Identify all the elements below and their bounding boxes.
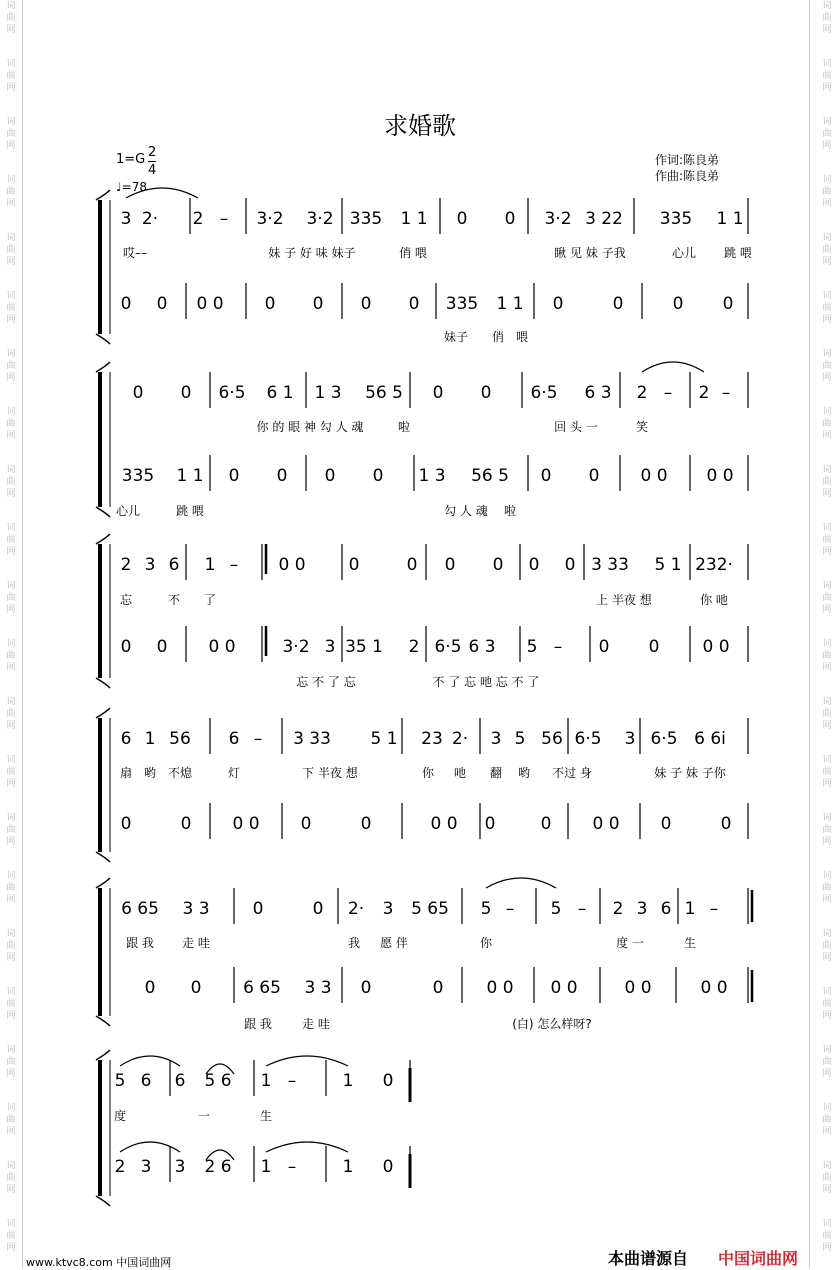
note-bottom: 0 bbox=[276, 466, 288, 486]
note-top: 0 bbox=[252, 899, 264, 919]
watermark-text: 词 曲 网 bbox=[6, 871, 16, 905]
note-bottom: 2 bbox=[114, 1157, 126, 1177]
note-top: 0 bbox=[382, 1071, 394, 1091]
note-bottom: 335 bbox=[445, 294, 479, 314]
watermark-text: 词 曲 网 bbox=[6, 59, 16, 93]
note-top: 1 1 bbox=[716, 209, 744, 229]
note-bottom: 0 bbox=[660, 814, 672, 834]
system-bracket-top-hook bbox=[96, 708, 110, 718]
note-bottom: 0 bbox=[588, 466, 600, 486]
note-top: 3 33 bbox=[293, 729, 331, 749]
note-top: 6 bbox=[140, 1071, 152, 1091]
note-top: 3·2 bbox=[256, 209, 284, 229]
note-bottom: 1 bbox=[342, 1157, 354, 1177]
note-bottom: 0 bbox=[228, 466, 240, 486]
tie-arc bbox=[120, 1056, 180, 1066]
watermark-text: 词 曲 网 bbox=[6, 1219, 16, 1253]
lyric-bottom: 忘 不 了 忘 bbox=[296, 675, 356, 689]
note-top: 335 bbox=[349, 209, 383, 229]
note-bottom: 0 bbox=[120, 637, 132, 657]
note-bottom: 0 bbox=[324, 466, 336, 486]
note-bottom: 0 bbox=[720, 814, 732, 834]
note-bottom: 0 bbox=[264, 294, 276, 314]
quarter-note-icon: ♩ bbox=[116, 180, 122, 194]
system-bracket-bottom-hook bbox=[96, 852, 110, 862]
lyric-bottom: 俏 bbox=[491, 330, 505, 344]
watermark-text: 词 曲 网 bbox=[6, 813, 16, 847]
composer: 作曲:陈良弟 bbox=[655, 169, 720, 183]
note-bottom: 1 bbox=[260, 1157, 272, 1177]
note-top: 0 bbox=[406, 555, 418, 575]
note-top: 5 bbox=[480, 899, 492, 919]
lyric-bottom: 心儿 bbox=[115, 504, 141, 518]
note-top: 335 bbox=[659, 209, 693, 229]
watermark-text: 词 曲 网 bbox=[822, 233, 832, 267]
lyric-top: 了 bbox=[203, 593, 217, 607]
lyric-top: 不熄 bbox=[167, 766, 193, 780]
lyric-top: 愿 伴 bbox=[380, 936, 408, 950]
note-bottom: 2 6 bbox=[204, 1157, 232, 1177]
watermark-text: 词 曲 网 bbox=[822, 697, 832, 731]
note-bottom: 0 bbox=[552, 294, 564, 314]
note-bottom: 0 0 bbox=[550, 978, 578, 998]
system-bracket-bottom-hook bbox=[96, 1016, 110, 1026]
note-bottom: 3 bbox=[324, 637, 336, 657]
lyric-top: 忘 bbox=[119, 593, 133, 607]
note-bottom: 0 bbox=[484, 814, 496, 834]
note-bottom: 0 bbox=[190, 978, 202, 998]
lyric-top: 妹 子 妹 子你 bbox=[654, 766, 726, 780]
note-bottom: 0 bbox=[180, 814, 192, 834]
tie-arc bbox=[266, 1056, 348, 1066]
lyric-top: 你 吔 bbox=[700, 593, 728, 607]
note-bottom: 6 65 bbox=[243, 978, 281, 998]
note-bottom: 0 bbox=[300, 814, 312, 834]
lyric-top: 你 bbox=[479, 936, 493, 950]
note-bottom: 0 bbox=[540, 814, 552, 834]
lyric-top: 哟 bbox=[143, 766, 157, 780]
note-top: 0 bbox=[312, 899, 324, 919]
note-bottom: 3·2 bbox=[282, 637, 310, 657]
system-bracket-top-hook bbox=[96, 190, 110, 200]
note-bottom: 0 bbox=[372, 466, 384, 486]
lyric-top: 心儿 bbox=[671, 246, 697, 260]
watermark-text: 词 曲 网 bbox=[822, 1161, 832, 1195]
system-bracket-top-hook bbox=[96, 1050, 110, 1060]
lyric-top: 生 bbox=[259, 1109, 273, 1123]
tie-arc bbox=[642, 362, 704, 372]
note-top: 0 bbox=[480, 383, 492, 403]
note-top: 0 bbox=[432, 383, 444, 403]
tie-arc bbox=[126, 188, 198, 198]
watermark-text: 词 曲 网 bbox=[822, 349, 832, 383]
note-bottom: 0 0 bbox=[702, 637, 730, 657]
note-top: 6 bbox=[660, 899, 672, 919]
note-top: 3 3 bbox=[182, 899, 210, 919]
note-bottom: 0 bbox=[120, 814, 132, 834]
note-bottom: 0 bbox=[648, 637, 660, 657]
watermark-text: 词 曲 网 bbox=[822, 1, 832, 35]
note-top: 3 bbox=[636, 899, 648, 919]
watermark-text: 词 曲 网 bbox=[822, 465, 832, 499]
note-top: 6·5 bbox=[218, 383, 246, 403]
note-top: 6 6i bbox=[694, 729, 726, 749]
note-top: 1 bbox=[260, 1071, 272, 1091]
lyric-top: 哟 bbox=[517, 766, 531, 780]
lyric-top: 扇 bbox=[119, 766, 133, 780]
lyric-bottom: 喂 bbox=[515, 330, 529, 344]
note-top: 0 bbox=[564, 555, 576, 575]
note-top: – bbox=[505, 899, 515, 919]
note-top: 0 bbox=[504, 209, 516, 229]
note-bottom: 0 0 bbox=[592, 814, 620, 834]
watermark-text: 词 曲 网 bbox=[6, 523, 16, 557]
tie-arc bbox=[120, 1142, 180, 1152]
note-top: 5 65 bbox=[411, 899, 449, 919]
song-title: 求婚歌 bbox=[384, 112, 456, 140]
watermark-text: 词 曲 网 bbox=[6, 697, 16, 731]
note-bottom: 35 1 bbox=[345, 637, 383, 657]
watermark-text: 词 曲 网 bbox=[822, 117, 832, 151]
note-top: 6·5 bbox=[530, 383, 558, 403]
lyric-top: 跳 喂 bbox=[724, 246, 752, 260]
note-top: 6·5 bbox=[574, 729, 602, 749]
note-bottom: 1 3 bbox=[418, 466, 446, 486]
note-top: – bbox=[577, 899, 587, 919]
watermark-text: 词 曲 网 bbox=[822, 987, 832, 1021]
watermark-text: 词 曲 网 bbox=[6, 465, 16, 499]
watermark-text: 词 曲 网 bbox=[822, 1219, 832, 1253]
lyric-bottom: 妹子 bbox=[443, 330, 469, 344]
lyric-top: 回 头 一 bbox=[554, 420, 598, 434]
note-top: 56 5 bbox=[365, 383, 403, 403]
lyric-top: 灯 bbox=[227, 766, 241, 780]
note-top: 3·2 bbox=[544, 209, 572, 229]
watermark-text: 词 曲 网 bbox=[6, 117, 16, 151]
note-bottom: 6 3 bbox=[468, 637, 496, 657]
time-signature-denominator: 4 bbox=[148, 163, 157, 178]
lyric-top: 俏 喂 bbox=[399, 246, 427, 260]
watermark-text: 词 曲 网 bbox=[822, 813, 832, 847]
watermark-text: 词 曲 网 bbox=[6, 233, 16, 267]
watermark-text: 词 曲 网 bbox=[6, 291, 16, 325]
note-bottom: 0 0 bbox=[700, 978, 728, 998]
watermark-text: 词 曲 网 bbox=[822, 291, 832, 325]
note-bottom: 3 bbox=[174, 1157, 186, 1177]
note-top: 2 bbox=[612, 899, 624, 919]
note-bottom: 0 bbox=[432, 978, 444, 998]
note-bottom: 2 bbox=[408, 637, 420, 657]
footer-source-label: 本曲谱源自 bbox=[608, 1249, 689, 1268]
note-bottom: 0 0 bbox=[232, 814, 260, 834]
note-top: – bbox=[721, 383, 731, 403]
note-bottom: 335 bbox=[121, 466, 155, 486]
note-top: 0 bbox=[348, 555, 360, 575]
watermark-text: 词 曲 网 bbox=[822, 929, 832, 963]
note-bottom: 3 3 bbox=[304, 978, 332, 998]
note-bottom: 0 0 bbox=[624, 978, 652, 998]
note-top: 5 bbox=[550, 899, 562, 919]
time-signature-numerator: 2 bbox=[148, 145, 157, 160]
note-top: 0 bbox=[528, 555, 540, 575]
note-top: 2 bbox=[636, 383, 648, 403]
lyric-bottom: 走 哇 bbox=[302, 1017, 330, 1031]
note-bottom: 5 bbox=[526, 637, 538, 657]
note-top: 0 bbox=[444, 555, 456, 575]
note-bottom: 0 bbox=[722, 294, 734, 314]
note-bottom: 0 bbox=[120, 294, 132, 314]
lyric-top: 我 bbox=[347, 936, 361, 950]
note-top: 56 bbox=[541, 729, 563, 749]
note-top: – bbox=[709, 899, 719, 919]
note-top: 0 bbox=[456, 209, 468, 229]
note-top: 2· bbox=[141, 209, 159, 229]
note-bottom: 0 bbox=[156, 637, 168, 657]
note-top: 5 6 bbox=[204, 1071, 232, 1091]
note-top: 3·2 bbox=[306, 209, 334, 229]
watermark-text: 词 曲 网 bbox=[6, 1045, 16, 1079]
note-top: 6·5 bbox=[650, 729, 678, 749]
watermark-text: 词 曲 网 bbox=[6, 1161, 16, 1195]
lyric-bottom: (白) 怎么样呀? bbox=[512, 1017, 592, 1031]
note-bottom: 0 bbox=[156, 294, 168, 314]
watermark-text: 词 曲 网 bbox=[822, 407, 832, 441]
note-bottom: 0 bbox=[612, 294, 624, 314]
note-bottom: 1 1 bbox=[176, 466, 204, 486]
note-top: 2 bbox=[698, 383, 710, 403]
note-top: 3 bbox=[624, 729, 636, 749]
tie-arc bbox=[486, 878, 556, 888]
lyric-top: 下 半夜 想 bbox=[302, 766, 358, 780]
lyricist: 作词:陈良弟 bbox=[655, 153, 720, 167]
note-top: 23 bbox=[421, 729, 443, 749]
lyric-top: 笑 bbox=[635, 420, 649, 434]
watermark-text: 词 曲 网 bbox=[822, 523, 832, 557]
key-signature: 1=G bbox=[116, 152, 146, 167]
watermark-text: 词 曲 网 bbox=[6, 987, 16, 1021]
system-bracket-top-hook bbox=[96, 878, 110, 888]
note-top: 5 1 bbox=[654, 555, 682, 575]
watermark-text: 词 曲 网 bbox=[6, 581, 16, 615]
watermark-text: 词 曲 网 bbox=[6, 639, 16, 673]
note-bottom: 6·5 bbox=[434, 637, 462, 657]
note-top: – bbox=[253, 729, 263, 749]
note-bottom: 56 5 bbox=[471, 466, 509, 486]
note-bottom: 0 0 bbox=[196, 294, 224, 314]
note-top: 0 bbox=[132, 383, 144, 403]
note-top: 1 bbox=[204, 555, 216, 575]
lyric-top: 你 bbox=[421, 766, 435, 780]
lyric-top: 不过 身 bbox=[552, 766, 592, 780]
note-top: 1 bbox=[144, 729, 156, 749]
note-top: 1 3 bbox=[314, 383, 342, 403]
note-top: 2· bbox=[451, 729, 469, 749]
note-top: 2 bbox=[192, 209, 204, 229]
watermark-text: 词 曲 网 bbox=[822, 581, 832, 615]
note-top: 6 bbox=[174, 1071, 186, 1091]
watermark-text: 词 曲 网 bbox=[822, 755, 832, 789]
lyric-top: 啦 bbox=[397, 420, 411, 434]
note-top: 6 3 bbox=[584, 383, 612, 403]
note-bottom: 0 0 bbox=[208, 637, 236, 657]
tie-arc bbox=[266, 1142, 348, 1152]
system-bracket-top-hook bbox=[96, 362, 110, 372]
watermark-text: 词 曲 网 bbox=[6, 929, 16, 963]
watermark-text: 词 曲 网 bbox=[6, 1, 16, 35]
lyric-bottom: 不 了 忘 吔 忘 不 了 bbox=[432, 675, 540, 689]
lyric-bottom: 勾 人 魂 bbox=[444, 504, 488, 518]
note-top: 3 bbox=[144, 555, 156, 575]
system-bracket-top-hook bbox=[96, 534, 110, 544]
note-top: 5 bbox=[114, 1071, 126, 1091]
tempo-value: =78 bbox=[121, 180, 147, 194]
lyric-top: 吔 bbox=[453, 766, 467, 780]
lyric-top: 生 bbox=[683, 936, 697, 950]
note-top: 3 33 bbox=[591, 555, 629, 575]
note-bottom: 0 bbox=[408, 294, 420, 314]
watermark-text: 词 曲 网 bbox=[6, 755, 16, 789]
note-top: 1 1 bbox=[400, 209, 428, 229]
note-top: 2 bbox=[120, 555, 132, 575]
footer-brand[interactable]: 中国词曲网 bbox=[718, 1249, 799, 1268]
note-bottom: 0 bbox=[144, 978, 156, 998]
note-bottom: 0 bbox=[312, 294, 324, 314]
watermark-text: 词 曲 网 bbox=[822, 59, 832, 93]
note-top: 5 bbox=[514, 729, 526, 749]
note-bottom: 0 0 bbox=[486, 978, 514, 998]
lyric-top: 度 一 bbox=[616, 936, 644, 950]
note-top: 0 bbox=[180, 383, 192, 403]
watermark-text: 词 曲 网 bbox=[822, 1045, 832, 1079]
lyric-top: 哎–– bbox=[122, 246, 148, 260]
system-bracket-bottom-hook bbox=[96, 678, 110, 688]
lyric-top: 瞅 见 妹 子我 bbox=[554, 246, 626, 260]
lyric-top: 跟 我 bbox=[126, 936, 154, 950]
note-top: – bbox=[287, 1071, 297, 1091]
note-bottom: 0 0 bbox=[430, 814, 458, 834]
note-bottom: 0 0 bbox=[706, 466, 734, 486]
note-top: – bbox=[229, 555, 239, 575]
watermark-text: 词 曲 网 bbox=[6, 175, 16, 209]
note-top: 6 65 bbox=[121, 899, 159, 919]
note-bottom: 0 bbox=[598, 637, 610, 657]
note-top: – bbox=[219, 209, 229, 229]
note-top: 6 bbox=[168, 555, 180, 575]
note-bottom: 0 bbox=[540, 466, 552, 486]
lyric-bottom: 啦 bbox=[503, 504, 517, 518]
note-bottom: 0 bbox=[360, 294, 372, 314]
watermark-text: 词 曲 网 bbox=[6, 1103, 16, 1137]
lyric-top: 上 半夜 想 bbox=[596, 593, 652, 607]
footer-url[interactable]: www.ktvc8.com 中国词曲网 bbox=[26, 1256, 172, 1269]
note-top: 3 bbox=[382, 899, 394, 919]
note-top: 3 22 bbox=[585, 209, 623, 229]
lyric-top: 走 哇 bbox=[182, 936, 210, 950]
watermark-text: 词 曲 网 bbox=[822, 871, 832, 905]
note-top: 1 bbox=[342, 1071, 354, 1091]
note-top: 1 bbox=[684, 899, 696, 919]
note-bottom: 0 bbox=[360, 814, 372, 834]
note-top: 6 bbox=[228, 729, 240, 749]
note-bottom: – bbox=[553, 637, 563, 657]
note-bottom: 0 bbox=[360, 978, 372, 998]
note-top: 0 0 bbox=[278, 555, 306, 575]
note-bottom: – bbox=[287, 1157, 297, 1177]
note-bottom: 0 bbox=[672, 294, 684, 314]
system-bracket-bottom-hook bbox=[96, 507, 110, 517]
note-top: 3 bbox=[120, 209, 132, 229]
watermark-text: 词 曲 网 bbox=[822, 175, 832, 209]
system-bracket-bottom-hook bbox=[96, 334, 110, 344]
lyric-bottom: 跳 喂 bbox=[176, 504, 204, 518]
lyric-top: 一 bbox=[197, 1109, 211, 1123]
note-top: 6 bbox=[120, 729, 132, 749]
watermark-text: 词 曲 网 bbox=[822, 639, 832, 673]
note-top: 56 bbox=[169, 729, 191, 749]
lyric-bottom: 跟 我 bbox=[244, 1017, 272, 1031]
watermark-text: 词 曲 网 bbox=[6, 349, 16, 383]
watermark-text: 词 曲 网 bbox=[822, 1103, 832, 1137]
watermark-text: 词 曲 网 bbox=[6, 407, 16, 441]
note-top: 6 1 bbox=[266, 383, 294, 403]
note-bottom: 3 bbox=[140, 1157, 152, 1177]
note-top: – bbox=[663, 383, 673, 403]
lyric-top: 不 bbox=[167, 593, 181, 607]
system-bracket-bottom-hook bbox=[96, 1196, 110, 1206]
note-bottom: 0 bbox=[382, 1157, 394, 1177]
note-bottom: 1 1 bbox=[496, 294, 524, 314]
lyric-top: 你 的 眼 神 勾 人 魂 bbox=[256, 420, 364, 434]
lyric-top: 翻 bbox=[489, 766, 503, 780]
note-top: 2· bbox=[347, 899, 365, 919]
note-top: 5 1 bbox=[370, 729, 398, 749]
note-top: 0 bbox=[492, 555, 504, 575]
lyric-top: 妹 子 好 味 妹子 bbox=[268, 246, 356, 260]
note-top: 3 bbox=[490, 729, 502, 749]
note-top: 232· bbox=[695, 555, 733, 575]
note-bottom: 0 0 bbox=[640, 466, 668, 486]
lyric-top: 度 bbox=[113, 1109, 127, 1123]
